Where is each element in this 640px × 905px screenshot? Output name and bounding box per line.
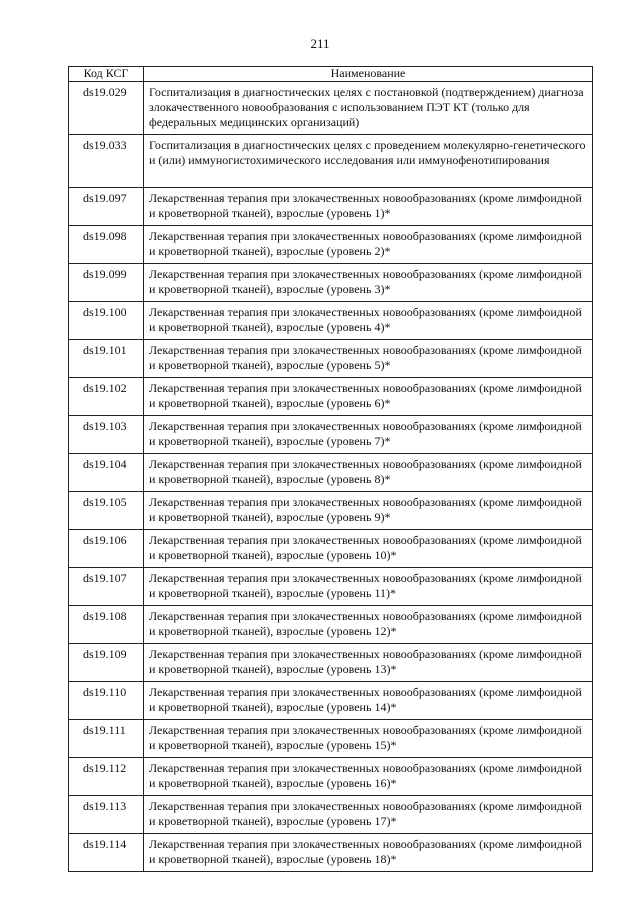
ksg-code: ds19.103 xyxy=(69,416,144,454)
ksg-name: Лекарственная терапия при злокачественных новообразованиях (кроме лимфоидной и кроветворной тканей), взрослые (уровень 11)* xyxy=(144,568,593,606)
ksg-name: Лекарственная терапия при злокачественных новообразованиях (кроме лимфоидной и кроветворной тканей), взрослые (уровень 17)* xyxy=(144,796,593,834)
page-number: 211 xyxy=(310,36,330,51)
ksg-name: Лекарственная терапия при злокачественных новообразованиях (кроме лимфоидной и кроветворной тканей), взрослые (уровень 2)* xyxy=(144,226,593,264)
table-row xyxy=(69,644,593,682)
table-row xyxy=(69,302,593,340)
ksg-code: ds19.114 xyxy=(69,834,144,872)
table-row xyxy=(69,226,593,264)
ksg-code: ds19.111 xyxy=(69,720,144,758)
ksg-code: ds19.098 xyxy=(69,226,144,264)
header-name: Наименование xyxy=(144,67,593,82)
table-row xyxy=(69,568,593,606)
header-code: Код КСГ xyxy=(69,67,144,82)
ksg-name: Лекарственная терапия при злокачественных новообразованиях (кроме лимфоидной и кроветворной тканей), взрослые (уровень 14)* xyxy=(144,682,593,720)
ksg-code: ds19.102 xyxy=(69,378,144,416)
ksg-table xyxy=(68,66,593,872)
table-row xyxy=(69,530,593,568)
ksg-code: ds19.105 xyxy=(69,492,144,530)
table-row xyxy=(69,454,593,492)
table-row xyxy=(69,682,593,720)
table-row xyxy=(69,758,593,796)
table-header-row xyxy=(69,67,593,82)
ksg-name: Лекарственная терапия при злокачественных новообразованиях (кроме лимфоидной и кроветворной тканей), взрослые (уровень 4)* xyxy=(144,302,593,340)
ksg-code: ds19.113 xyxy=(69,796,144,834)
table-row xyxy=(69,188,593,226)
ksg-code: ds19.097 xyxy=(69,188,144,226)
table-row xyxy=(69,416,593,454)
ksg-name: Лекарственная терапия при злокачественных новообразованиях (кроме лимфоидной и кроветворной тканей), взрослые (уровень 7)* xyxy=(144,416,593,454)
ksg-code: ds19.112 xyxy=(69,758,144,796)
table-row xyxy=(69,606,593,644)
ksg-code: ds19.100 xyxy=(69,302,144,340)
ksg-code: ds19.104 xyxy=(69,454,144,492)
table-row xyxy=(69,264,593,302)
ksg-name: Лекарственная терапия при злокачественных новообразованиях (кроме лимфоидной и кроветворной тканей), взрослые (уровень 5)* xyxy=(144,340,593,378)
ksg-code: ds19.106 xyxy=(69,530,144,568)
ksg-code: ds19.099 xyxy=(69,264,144,302)
ksg-code: ds19.108 xyxy=(69,606,144,644)
table-row xyxy=(69,720,593,758)
ksg-name: Лекарственная терапия при злокачественных новообразованиях (кроме лимфоидной и кроветворной тканей), взрослые (уровень 9)* xyxy=(144,492,593,530)
ksg-name: Госпитализация в диагностических целях с проведением молекулярно-генетического и (или) иммуногистохимического исследования или иммунофенотипирования xyxy=(144,135,593,188)
ksg-name: Лекарственная терапия при злокачественных новообразованиях (кроме лимфоидной и кроветворной тканей), взрослые (уровень 8)* xyxy=(144,454,593,492)
table-row xyxy=(69,492,593,530)
ksg-name: Лекарственная терапия при злокачественных новообразованиях (кроме лимфоидной и кроветворной тканей), взрослые (уровень 18)* xyxy=(144,834,593,872)
ksg-name: Лекарственная терапия при злокачественных новообразованиях (кроме лимфоидной и кроветворной тканей), взрослые (уровень 15)* xyxy=(144,720,593,758)
table-row xyxy=(69,340,593,378)
table-body xyxy=(69,82,593,872)
ksg-name: Госпитализация в диагностических целях с постановкой (подтверждением) диагноза злокачественного новообразования с использованием ПЭТ КТ (только для федеральных медицинских организаций) xyxy=(144,82,593,135)
ksg-code: ds19.029 xyxy=(69,82,144,135)
ksg-name: Лекарственная терапия при злокачественных новообразованиях (кроме лимфоидной и кроветворной тканей), взрослые (уровень 6)* xyxy=(144,378,593,416)
ksg-name: Лекарственная терапия при злокачественных новообразованиях (кроме лимфоидной и кроветворной тканей), взрослые (уровень 1)* xyxy=(144,188,593,226)
ksg-name: Лекарственная терапия при злокачественных новообразованиях (кроме лимфоидной и кроветворной тканей), взрослые (уровень 3)* xyxy=(144,264,593,302)
table-row xyxy=(69,82,593,135)
ksg-code: ds19.109 xyxy=(69,644,144,682)
ksg-code: ds19.033 xyxy=(69,135,144,188)
ksg-name: Лекарственная терапия при злокачественных новообразованиях (кроме лимфоидной и кроветворной тканей), взрослые (уровень 13)* xyxy=(144,644,593,682)
ksg-name: Лекарственная терапия при злокачественных новообразованиях (кроме лимфоидной и кроветворной тканей), взрослые (уровень 10)* xyxy=(144,530,593,568)
ksg-code: ds19.101 xyxy=(69,340,144,378)
table-row xyxy=(69,135,593,188)
table-row xyxy=(69,796,593,834)
ksg-code: ds19.107 xyxy=(69,568,144,606)
table-row xyxy=(69,834,593,872)
table-row xyxy=(69,378,593,416)
ksg-name: Лекарственная терапия при злокачественных новообразованиях (кроме лимфоидной и кроветворной тканей), взрослые (уровень 12)* xyxy=(144,606,593,644)
ksg-code: ds19.110 xyxy=(69,682,144,720)
ksg-name: Лекарственная терапия при злокачественных новообразованиях (кроме лимфоидной и кроветворной тканей), взрослые (уровень 16)* xyxy=(144,758,593,796)
